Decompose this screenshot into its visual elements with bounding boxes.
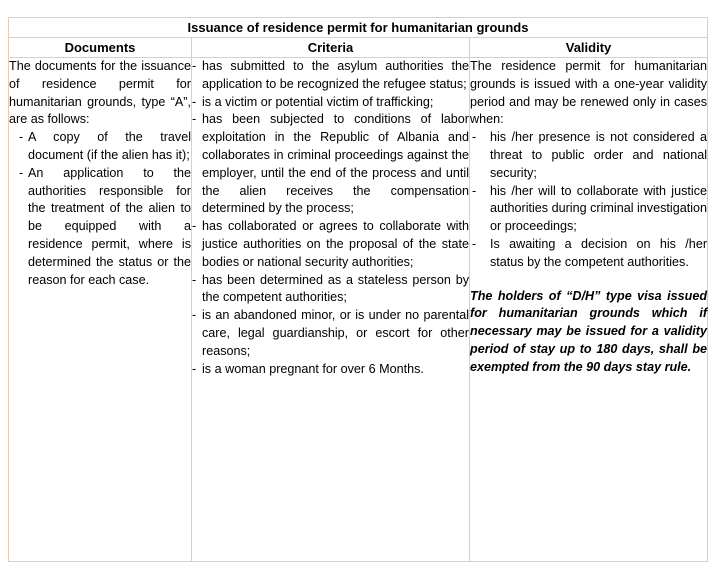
visa-exemption-note: The holders of “D/H” type visa issued for humanitarian grounds which if necessary may be issued for a validity period of stay up to 180 days, shall be exempted from the 90 days stay rule. bbox=[470, 288, 708, 374]
criteria-item: - has collaborated or agrees to collaborate with justice authorities on the proposal of the state bodies or national security authorities; bbox=[192, 219, 469, 269]
documents-intro: The documents for the issuance of residence permit for humanitarian grounds, type “A”, are as follows: bbox=[9, 59, 191, 127]
validity-item: - Is awaiting a decision on his /her status by the competent authorities. bbox=[472, 236, 708, 269]
criteria-item: - has submitted to the asylum authorities the application to be recognized the refugee status; bbox=[192, 59, 469, 91]
criteria-list bbox=[192, 58, 469, 378]
table-title: Issuance of residence permit for humanitarian grounds bbox=[9, 18, 708, 38]
validity-intro: The residence permit for humanitarian grounds is issued with a one-year validity period and may be renewed only in cases when: bbox=[470, 59, 708, 127]
validity-item: - his /her will to collaborate with justice authorities during criminal investigation or proceedings; bbox=[472, 183, 708, 234]
validity-list bbox=[470, 129, 707, 271]
criteria-header: Criteria bbox=[192, 38, 470, 58]
criteria-item: - has been determined as a stateless person by the competent authorities; bbox=[192, 272, 469, 305]
criteria-item: - has been subjected to conditions of labor exploitation in the Republic of Albania and collaborates in criminal proceedings against the employer, until the end of the process and until the alien receives the compensation determined by the process; bbox=[192, 112, 469, 216]
residence-permit-table bbox=[8, 17, 708, 562]
validity-cell bbox=[470, 58, 708, 562]
documents-cell bbox=[9, 58, 192, 562]
documents-item: - An application to the authorities responsible for the treatment of the alien to be equipped with a residence permit, where is determined the status or the reason for each case. bbox=[19, 165, 191, 287]
criteria-cell bbox=[192, 58, 470, 562]
documents-header: Documents bbox=[9, 38, 192, 58]
validity-header: Validity bbox=[470, 38, 708, 58]
criteria-item: - is an abandoned minor, or is under no parental care, legal guardianship, or escort for other reasons; bbox=[192, 308, 469, 358]
documents-item: - A copy of the travel document (if the alien has it); bbox=[19, 130, 191, 162]
criteria-item: - is a victim or potential victim of trafficking; bbox=[192, 94, 434, 109]
documents-list bbox=[9, 129, 191, 289]
criteria-item: - is a woman pregnant for over 6 Months. bbox=[192, 361, 424, 376]
validity-item: - his /her presence is not considered a threat to public order and national security; bbox=[472, 130, 708, 180]
